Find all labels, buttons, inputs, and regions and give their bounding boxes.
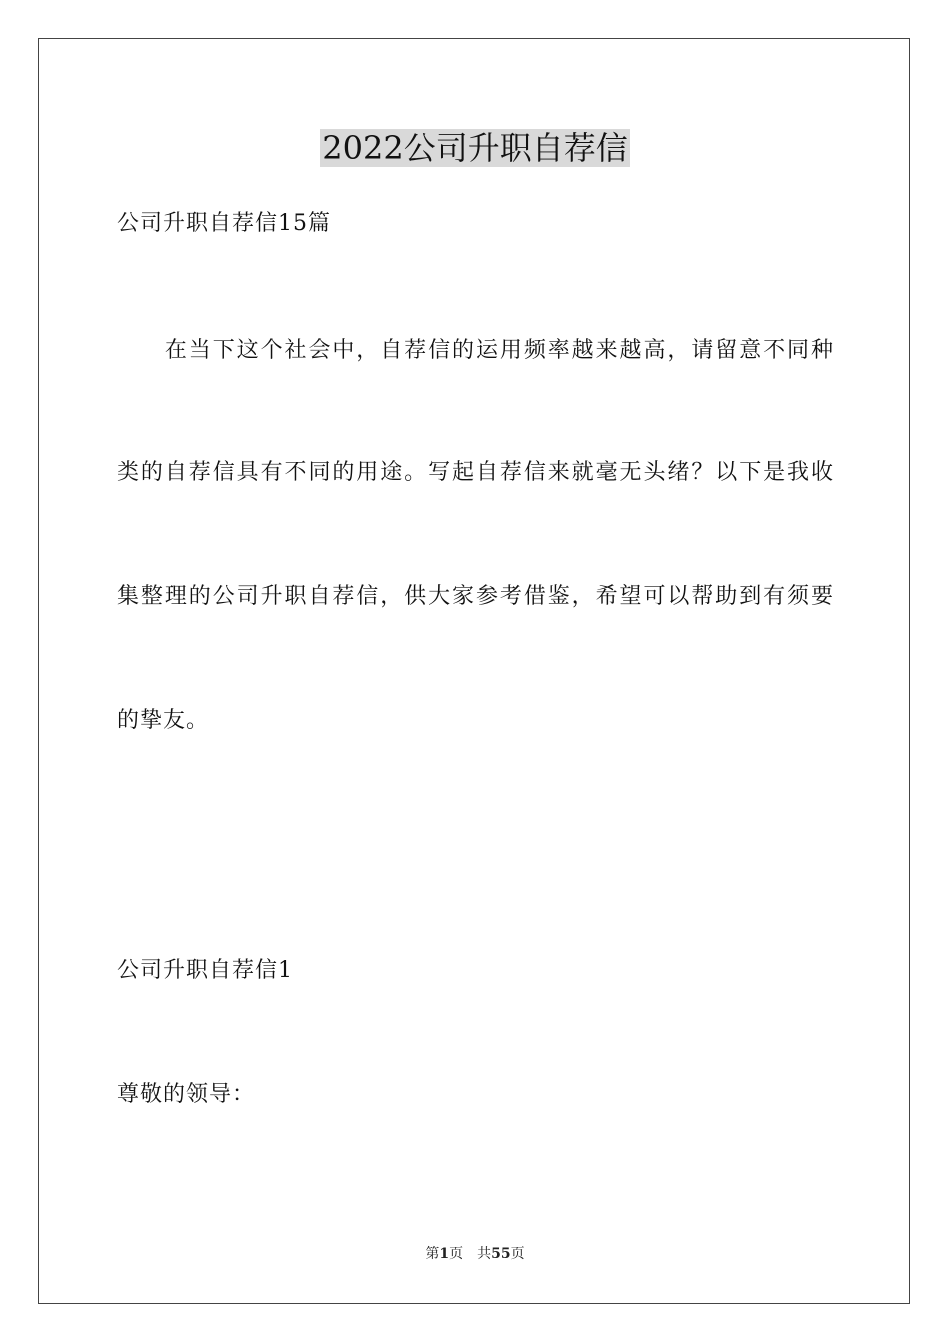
document-subtitle: 公司升职自荐信15篇 xyxy=(117,211,331,236)
document-title-text: 2022公司升职自荐信 xyxy=(322,129,628,167)
intro-paragraph-line: 集整理的公司升职自荐信，供大家参考借鉴，希望可以帮助到有须要 xyxy=(117,584,833,609)
section-heading: 公司升职自荐信1 xyxy=(117,958,293,983)
intro-paragraph-line: 类的自荐信具有不同的用途。写起自荐信来就毫无头绪？以下是我收 xyxy=(117,460,833,485)
page-footer xyxy=(0,1244,950,1264)
salutation: 尊敬的领导： xyxy=(117,1082,256,1107)
footer-page-number: 1 xyxy=(439,1246,450,1262)
footer-total-suffix: 页 xyxy=(510,1246,525,1262)
footer-total-pages: 55 xyxy=(491,1246,511,1262)
intro-paragraph-line: 的挚友。 xyxy=(117,708,210,733)
intro-paragraph-line: 在当下这个社会中，自荐信的运用频率越来越高，请留意不同种 xyxy=(117,338,833,363)
footer-page-prefix: 第 xyxy=(425,1246,440,1262)
footer-page-suffix: 页 共 xyxy=(449,1246,492,1262)
document-title xyxy=(0,128,950,168)
